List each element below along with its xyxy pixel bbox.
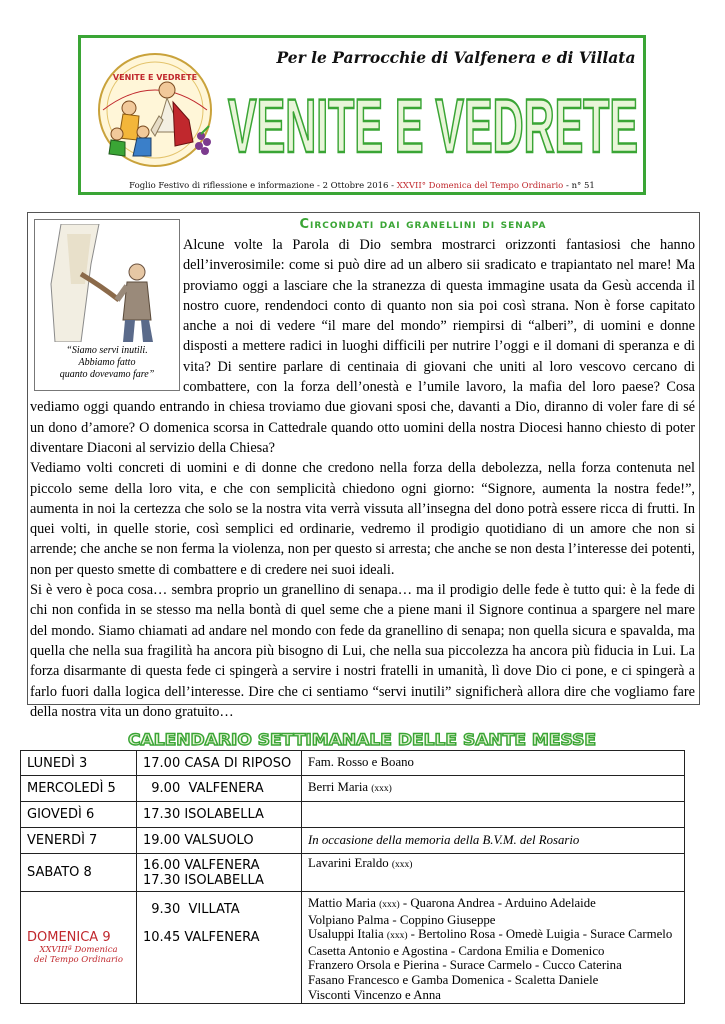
issue-line [81, 181, 643, 191]
intention-line: Mattio Maria (xxx) - Quarona Andrea - Arduino Adelaide [308, 896, 596, 910]
intention-cell [302, 892, 685, 1004]
intention-line: Volpiano Palma - Coppino Giuseppe [308, 912, 496, 927]
article-paragraph: Si è vero è poca cosa… sembra proprio un granellino di senapa… ma il prodigio delle fede è tutto qui: è la fede di chi non confida in se stesso ma nella bontà di quel seme che a piene mani il Signore continua a spargere nel mare del mondo. Siamo chiamati ad andare nel mondo con fede da granellino di senapa; non quella sicura e spavalda, ma quella che nella sua fragilità ha ancora più bisogno di Lui, che nella sua piccolezza ha ancora più fiducia in Lui. La forza disarmante di questa fede ci spingerà a servire i nostri fratelli in umanità, lì dove Dio ci pone, e ci spingerà a farlo fuori dalla logica dell’interesse. Dire che ci sentiamo “servi inutili” significherà allora dire che vogliamo fare della nostra vita un dono gratuito… [30, 582, 695, 720]
time-place-cell: 9.00 VALFENERA [137, 776, 302, 802]
day-cell: LUNEDÌ 3 [21, 751, 137, 776]
logo-lettering: VENITE E VEDRETE [112, 73, 198, 82]
article-paragraph: Alcune volte la Parola di Dio sembra mostrarci orizzonti fantasiosi che hanno dell’inverosimile: come si può dire ad un albero sii sradicato e trapiantato nel mare! Ma proviamo oggi a lasciare che la stranezza di questa immagine usata da Gesù accenda il nostro cuore, rendendoci conto di quanto non sia poi così strana. Non è forse capitato anche a noi di vedere “il mare del mondo” riempirsi di “alberi”, di uomini e donne disposti a mettere radici in luoghi difficili per nutrire l’oggi e il domani di speranza e di vita? Di sentire parlare di centinaia di giovani che uniti al loro vescovo cercano di combattere, con la forza dell’onestà e l’umile lavoro, la mafia del loro paese? Cosa vediamo oggi quando entrando in chiesa troviamo due giovani sposi che, davanti a Dio, diranno di voler fare di sé un dono d’amore? O domenica scorsa in Cattedrale quando otto uomini della nostra Diocesi hanno chiesto di poter diventare Diaconi al servizio della Chiesa? [30, 237, 695, 456]
table-row [21, 751, 685, 776]
illustration-caption: “Siamo servi inutili. Abbiamo fatto quanto dovevamo fare” [59, 345, 155, 380]
day-cell: MERCOLEDÌ 5 [21, 776, 137, 802]
issue-number: - n° 51 [563, 181, 595, 191]
day-cell [21, 892, 137, 1004]
day-cell: GIOVEDÌ 6 [21, 802, 137, 828]
intention-line: Visconti Vincenzo e Anna [308, 987, 441, 1002]
time-place-cell: 16.00 VALFENERA 17.30 ISOLABELLA [137, 854, 302, 892]
intention-line: Franzero Orsola e Pierina - Surace Carmelo - Cucco Caterina [308, 958, 622, 973]
intention-line: Casetta Antonio e Agostina - Cardona Emilia e Domenico [308, 943, 605, 958]
time-place-cell: 17.00 CASA DI RIPOSO [137, 751, 302, 776]
masthead-kicker: Per le Parrocchie di Valfenera e di Villata [276, 48, 636, 67]
article-box [27, 212, 700, 720]
article-paragraph: Vediamo volti concreti di uomini e di donne che credono nella forza della debolezza, nella forza contenuta nel piccolo seme della loro vita, e che con semplicità chiedono ogni giorno: “Signore, aumenta la nostra fede!”, aumenta in noi la certezza che solo se la nostra vita verrà vissuta all’insegna del dono potrà essere ricca di frutti. In quei volti, in quelle storie, così semplici ed ordinarie, vedremo il prodigio quotidiano di un amore che non si arrende; che anche se non ferma la violenza, non per questo si arresta; che anche se non desta l’interesse dei potenti, non per questo smette di combattere e di credere nei suoi ideali. [30, 460, 695, 578]
calendar-title-text: CALENDARIO SETTIMANALE DELLE SANTE MESSE [128, 730, 596, 749]
time-place-cell: 9.30 VILLATA 10.45 VALFENERA [137, 892, 302, 1004]
masthead-title-text: VENITE E VEDRETE [228, 84, 638, 169]
day-cell: VENERDÌ 7 [21, 828, 137, 854]
issue-liturgical-sunday: XXVII° Domenica del Tempo Ordinario [396, 181, 564, 191]
mass-calendar-table [20, 750, 685, 1004]
masthead-title [223, 74, 643, 170]
table-row [21, 802, 685, 828]
table-row [21, 854, 685, 892]
time-place-cell: 17.30 ISOLABELLA [137, 802, 302, 828]
intention-cell: Lavarini Eraldo (xxx) [302, 854, 685, 892]
intention-cell [302, 802, 685, 828]
article-title: Circondati dai granellini di senapa [299, 217, 547, 232]
intention-line: Usaluppi Italia (xxx) - Bertolino Rosa - Omedè Luigia - Surace Carmelo [308, 927, 673, 942]
sunday-subtitle: XXVIIIª Domenica del Tempo Ordinario [34, 945, 123, 965]
masthead [78, 35, 646, 195]
table-row [21, 828, 685, 854]
parish-logo-illustration [89, 50, 219, 168]
table-row [21, 892, 685, 1004]
day-cell: SABATO 8 [21, 854, 137, 892]
time-place-cell: 19.00 VALSUOLO [137, 828, 302, 854]
intention-line: Fasano Francesco e Gamba Domenica - Scaletta Daniele [308, 972, 599, 987]
intention-cell: Fam. Rosso e Boano [302, 751, 685, 776]
issue-date: Foglio Festivo di riflessione e informazione - 2 Ottobre 2016 - [129, 181, 397, 191]
table-row [21, 776, 685, 802]
intention-cell: Berri Maria (xxx) [302, 776, 685, 802]
sunday-label: DOMENICA 9 [27, 930, 111, 945]
intention-cell: In occasione della memoria della B.V.M. del Rosario [302, 828, 685, 854]
article-body [30, 235, 695, 722]
calendar-title [0, 726, 725, 752]
